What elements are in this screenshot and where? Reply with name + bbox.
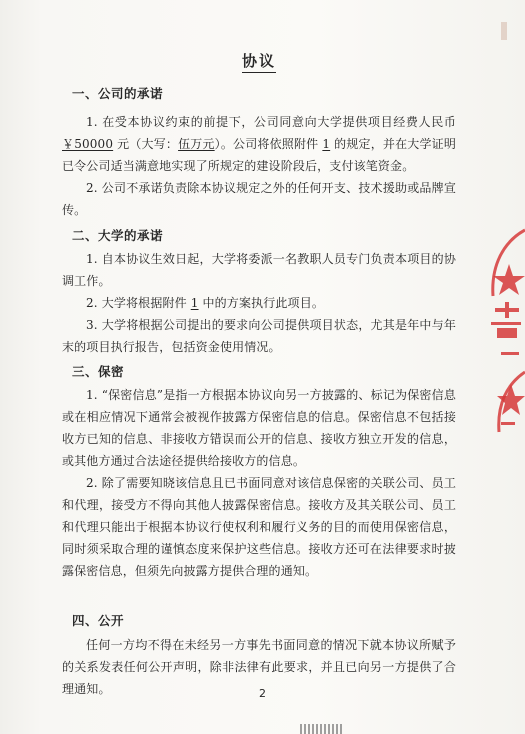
paragraph-university-2: 2. 大学将根据附件 1 中的方案执行此项目。 <box>86 296 324 310</box>
paragraph-company-2: 2. 公司不承诺负责除本协议规定之外的任何开支、技术援助或品牌宣传。 <box>62 181 456 217</box>
paragraph-university-1: 1. 自本协议生效日起，大学将委派一名教职人员专门负责本项目的协调工作。 <box>62 252 456 288</box>
red-seal-stamp <box>485 222 525 452</box>
paragraph-publicity-1: 任何一方均不得在未经另一方事先书面同意的情况下就本协议所赋予的关系发表任何公开声明，除非法律有此要求，并且已向另一方提供了合理通知。 <box>62 638 456 696</box>
section-heading-university: 二、大学的承诺 <box>72 228 164 243</box>
document-title: 协议 <box>62 50 456 71</box>
paragraph-company-1: 1. 在受本协议约束的前提下，公司同意向大学提供项目经费人民币￥50000 元（大写：伍万元）。公司将依照附件 1 的规定，并在大学证明已令公司适当满意地实现了所规定的建设阶段后，支付该笔资金。 <box>62 115 457 173</box>
page-number: 2 <box>259 687 266 700</box>
section-heading-publicity: 四、公开 <box>72 613 125 628</box>
scan-mark <box>501 22 507 40</box>
section-heading-company: 一、公司的承诺 <box>72 86 164 101</box>
paragraph-confidentiality-2: 2. 除了需要知晓该信息且已书面同意对该信息保密的关联公司、员工和代理，接受方不得向其他人披露保密信息。接收方及其关联公司、员工和代理只能出于根据本协议行使权利和履行义务的目的而使用保密信息，同时须采取合理的谨慎态度来保护这些信息。接收方还可在法律要求时披露保密信息，但须先向披露方提供合理的通知。 <box>62 476 456 578</box>
paragraph-university-3: 3. 大学将根据公司提出的要求向公司提供项目状态，尤其是年中与年末的项目执行报告，包括资金使用情况。 <box>62 318 456 354</box>
bottom-scan-mark <box>300 724 344 734</box>
section-heading-confidentiality: 三、保密 <box>72 364 125 379</box>
paragraph-confidentiality-1: 1. “保密信息”是指一方根据本协议向另一方披露的、标记为保密信息或在相应情况下通常会被视作披露方保密信息的信息。保密信息不包括接收方已知的信息、非接收方错误而公开的信息、接收方独立开发的信息，或其他方通过合法途径提供给接收方的信息。 <box>62 388 456 468</box>
